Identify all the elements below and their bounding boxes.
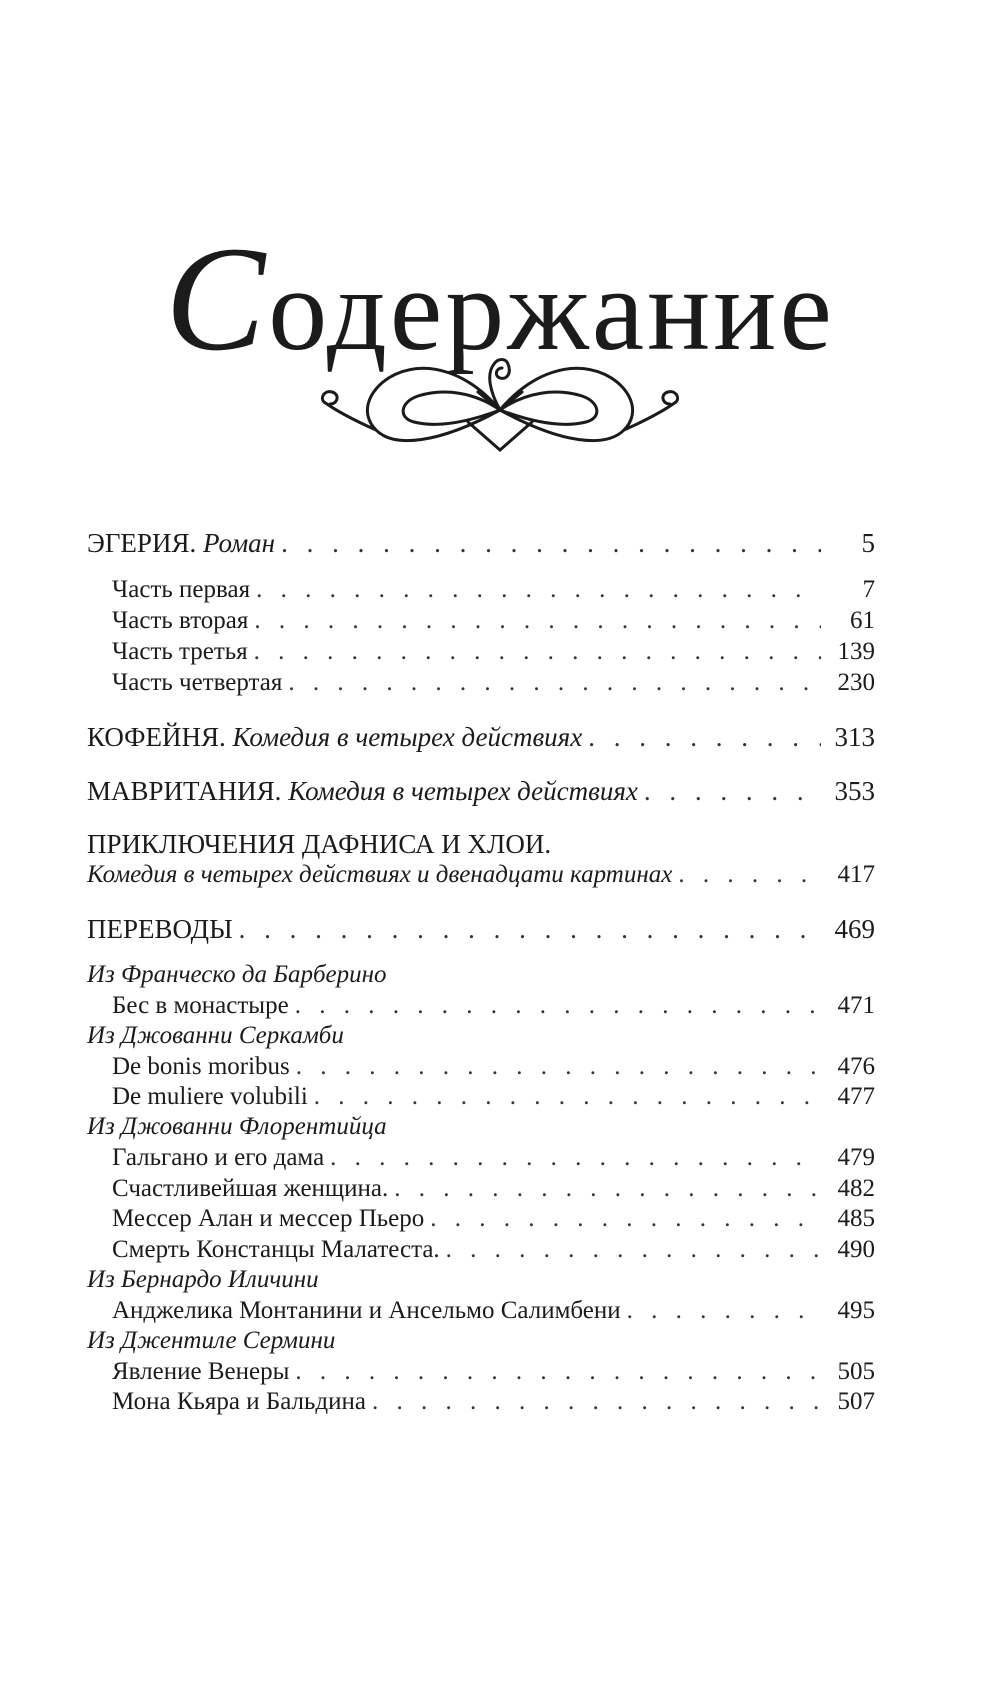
entry-title: De bonis moribus (112, 1053, 290, 1080)
dot-leader (254, 604, 821, 638)
toc-source-ilichini: Из Бернардо Иличини (87, 1266, 319, 1293)
toc-entry-part-3[interactable] (112, 635, 875, 669)
page-number: 5 (861, 528, 875, 558)
page-number: 230 (837, 669, 875, 696)
toc-entry-mavritania[interactable] (87, 774, 875, 808)
page-number: 61 (850, 607, 875, 634)
dot-leader (256, 573, 821, 607)
toc-source-florentine: Из Джованни Флорентийца (87, 1113, 387, 1140)
toc-entry-translation[interactable] (112, 1141, 875, 1175)
toc-source-serkambi: Из Джованни Серкамби (87, 1022, 344, 1049)
page-number: 417 (837, 861, 875, 888)
toc-entry-translation[interactable] (112, 989, 875, 1023)
toc-entry-translation[interactable] (112, 1202, 875, 1236)
page-number: 479 (837, 1144, 875, 1171)
entry-title: Мессер Алан и мессер Пьеро (112, 1205, 425, 1232)
dot-leader (430, 1202, 821, 1236)
dot-leader (295, 1355, 821, 1389)
entry-title: ЭГЕРИЯ. (87, 528, 197, 558)
dot-leader (394, 1172, 821, 1206)
title-rest: одержание (268, 244, 835, 376)
page-number: 471 (837, 992, 875, 1019)
page-number: 469 (834, 914, 875, 944)
toc-entry-part-2[interactable] (112, 604, 875, 638)
page-number: 139 (837, 638, 875, 665)
entry-title: ПЕРЕВОДЫ (87, 914, 233, 944)
entry-title: Часть вторая (112, 607, 249, 634)
entry-title: МАВРИТАНИЯ. (87, 776, 282, 806)
dot-leader (254, 635, 821, 669)
entry-title: De muliere volubili (112, 1083, 308, 1110)
title-initial: С (165, 216, 269, 383)
dot-leader (446, 1233, 821, 1267)
entry-genre: Роман (202, 528, 276, 558)
dot-leader (295, 989, 821, 1023)
dot-leader (314, 1080, 821, 1114)
dot-leader (288, 666, 821, 700)
dot-leader (678, 858, 821, 892)
toc-entry-egeria[interactable] (87, 526, 875, 560)
toc-entry-translation[interactable] (112, 1233, 875, 1267)
entry-genre: Комедия в четырех действиях и двенадцати картинах (87, 861, 673, 888)
dot-leader (627, 1294, 821, 1328)
entry-title: Бес в монастыре (112, 992, 289, 1019)
dot-leader (372, 1385, 821, 1419)
toc-heading-dafnis: ПРИКЛЮЧЕНИЯ ДАФНИСА И ХЛОИ. (87, 829, 552, 859)
page-number: 490 (837, 1236, 875, 1263)
toc-source-barberino: Из Франческо да Барберино (87, 961, 387, 988)
entry-genre: Комедия в четырех действиях (288, 776, 638, 806)
page-number: 477 (837, 1083, 875, 1110)
toc-entry-kofeynya[interactable] (87, 720, 875, 754)
page-number: 495 (837, 1297, 875, 1324)
entry-genre: Комедия в четырех действиях (232, 722, 583, 752)
toc-entry-dafnis[interactable] (87, 858, 875, 892)
page-number: 353 (834, 776, 875, 806)
page-number: 476 (837, 1053, 875, 1080)
flourish-ornament (318, 352, 682, 458)
toc-entry-translation[interactable] (112, 1050, 875, 1084)
entry-title: Анджелика Монтанини и Ансельмо Салимбени (112, 1297, 621, 1324)
entry-title: Часть первая (112, 576, 251, 603)
entry-title: Смерть Констанцы Малатеста. (112, 1236, 440, 1263)
toc-entry-perevody[interactable] (87, 912, 875, 946)
page-number: 313 (834, 722, 875, 752)
toc-entry-part-4[interactable] (112, 666, 875, 700)
entry-title: Мона Кьяра и Бальдина (112, 1388, 367, 1415)
page-number: 485 (837, 1205, 875, 1232)
page-number: 507 (837, 1388, 875, 1415)
toc-entry-part-1[interactable] (112, 573, 875, 607)
dot-leader (330, 1141, 821, 1175)
entry-title: Часть третья (112, 638, 248, 665)
toc-entry-translation[interactable] (112, 1355, 875, 1389)
dot-leader (588, 720, 821, 754)
page-number: 7 (862, 576, 875, 603)
dot-leader (281, 526, 821, 560)
entry-title: Часть четвертая (112, 669, 283, 696)
toc-entry-translation[interactable] (112, 1294, 875, 1328)
page-number: 505 (837, 1358, 875, 1385)
entry-title: Гальгано и его дама (112, 1144, 325, 1171)
entry-title: Счастливейшая женщина. (112, 1175, 389, 1202)
toc-entry-translation[interactable] (112, 1385, 875, 1419)
dot-leader (239, 912, 821, 946)
toc-entry-translation[interactable] (112, 1080, 875, 1114)
dot-leader (296, 1050, 821, 1084)
entry-title: Явление Венеры (112, 1358, 290, 1385)
dot-leader (644, 774, 821, 808)
page-number: 482 (837, 1175, 875, 1202)
entry-title: КОФЕЙНЯ. (87, 722, 226, 752)
toc-entry-translation[interactable] (112, 1172, 875, 1206)
toc-source-sermini: Из Джентиле Сермини (87, 1327, 336, 1354)
